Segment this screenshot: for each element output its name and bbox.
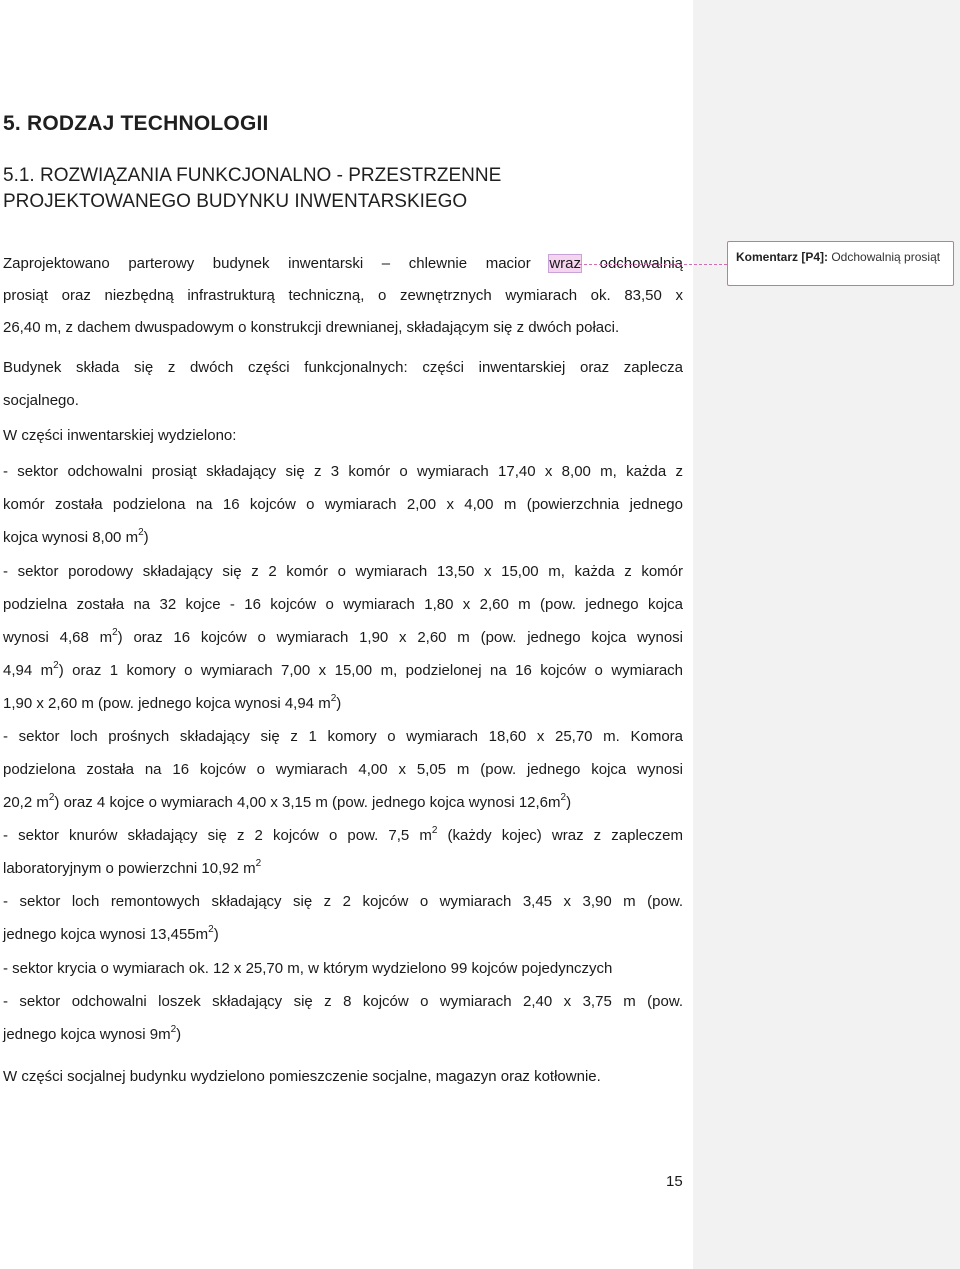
comments-margin xyxy=(693,0,960,1269)
page-number: 15 xyxy=(666,1173,683,1190)
paragraph-line: Budynek składa się z dwóch części funkcjonalnych: części inwentarskiej oraz zaplecza xyxy=(3,359,683,376)
list-item xyxy=(3,926,683,943)
text-run: jednego kojca wynosi 13,455m xyxy=(3,926,209,943)
paragraph-description xyxy=(3,248,683,344)
superscript: 2 xyxy=(48,792,55,803)
subsection-heading-line2: PROJEKTOWANEGO BUDYNKU INWENTARSKIEGO xyxy=(3,191,468,212)
text-run: jednego kojca wynosi 9m xyxy=(3,1026,171,1043)
text-run: ) xyxy=(213,926,219,943)
comment-label: Komentarz [P4]: xyxy=(736,250,829,264)
list-item xyxy=(3,662,683,679)
commented-text[interactable]: wraz xyxy=(549,255,581,272)
superscript: 2 xyxy=(112,627,118,638)
list-item: komór została podzielona na 16 kojców o wymiarach 2,00 x 4,00 m (powierzchnia jednego xyxy=(3,496,683,513)
paragraph-structure xyxy=(3,351,683,417)
superscript: 2 xyxy=(560,792,567,803)
superscript: 2 xyxy=(53,660,59,671)
list-item xyxy=(3,860,683,877)
text-run: 1,90 x 2,60 m (pow. jednego kojca wynosi 4,94 m xyxy=(3,695,331,712)
superscript: 2 xyxy=(255,858,262,869)
section-heading: 5. RODZAJ TECHNOLOGII xyxy=(3,112,269,135)
text-run: - sektor knurów składający się z 2 kojców o pow. 7,5 m xyxy=(3,827,432,844)
list-item xyxy=(3,629,683,646)
text-run: ) xyxy=(176,1026,182,1043)
text-run: ) xyxy=(566,794,572,811)
comment-balloon[interactable] xyxy=(727,241,954,286)
comment-text: Odchowalnią prosiąt xyxy=(828,250,941,264)
text-run: ) oraz 16 kojców o wymiarach 1,90 x 2,60 m (pow. jednego kojca wynosi xyxy=(117,629,684,646)
text-run: ) xyxy=(336,695,342,712)
text-run: 4,94 m xyxy=(3,662,54,679)
list-item xyxy=(3,1026,683,1043)
list-item: - sektor odchowalni prosiąt składający się z 3 komór o wymiarach 17,40 x 8,00 m, każda z xyxy=(3,463,683,480)
list-item: - sektor odchowalni loszek składający się z 8 kojców o wymiarach 2,40 x 3,75 m (pow. xyxy=(3,993,683,1010)
list-item: podzielna została na 32 kojce - 16 kojców o wymiarach 1,80 x 2,60 m (pow. jednego kojca xyxy=(3,596,683,613)
text-run: ) oraz 4 kojce o wymiarach 4,00 x 3,15 m (pow. jednego kojca wynosi 12,6m xyxy=(54,794,561,811)
text-run: ) xyxy=(143,529,149,546)
subsection-heading xyxy=(3,163,501,215)
list-item: - sektor porodowy składający się z 2 komór o wymiarach 13,50 x 15,00 m, każda z komór xyxy=(3,563,683,580)
text-run: Zaprojektowano parterowy budynek inwentarski – chlewnie macior xyxy=(3,255,550,272)
superscript: 2 xyxy=(208,924,214,935)
text-run: odchowalnią xyxy=(581,255,684,272)
text-run: wynosi 4,68 m xyxy=(3,629,113,646)
superscript: 2 xyxy=(138,527,144,538)
closing-paragraph: W części socjalnej budynku wydzielono pomieszczenie socjalne, magazyn oraz kotłownie. xyxy=(3,1068,601,1085)
comment-connector xyxy=(579,264,727,266)
list-item xyxy=(3,794,683,811)
list-intro: W części inwentarskiej wydzielono: xyxy=(3,427,237,444)
subsection-heading-line1: 5.1. ROZWIĄZANIA FUNKCJONALNO - PRZESTRZENNE xyxy=(3,165,502,186)
superscript: 2 xyxy=(170,1024,177,1035)
paragraph-line: 26,40 m, z dachem dwuspadowym o konstrukcji drewnianej, składającym się z dwóch połaci. xyxy=(3,319,620,336)
text-run: (każdy kojec) wraz z zapleczem xyxy=(437,827,683,844)
superscript: 2 xyxy=(330,693,337,704)
text-run: ) oraz 1 komory o wymiarach 7,00 x 15,00 m, podzielonej na 16 kojców o wymiarach xyxy=(58,662,684,679)
text-run: 20,2 m xyxy=(3,794,49,811)
text-run: laboratoryjnym o powierzchni 10,92 m xyxy=(3,860,256,877)
list-item: - sektor krycia o wymiarach ok. 12 x 25,70 m, w którym wydzielono 99 kojców pojedynczych xyxy=(3,960,613,977)
list-item xyxy=(3,529,683,546)
list-item: - sektor loch remontowych składający się z 2 kojców o wymiarach 3,45 x 3,90 m (pow. xyxy=(3,893,683,910)
list-item xyxy=(3,695,683,712)
list-item xyxy=(3,827,683,844)
text-run: kojca wynosi 8,00 m xyxy=(3,529,139,546)
list-item: - sektor loch prośnych składający się z 1 komory o wymiarach 18,60 x 25,70 m. Komora xyxy=(3,728,683,745)
paragraph-line: prosiąt oraz niezbędną infrastrukturą techniczną, o zewnętrznych wymiarach ok. 83,50 x xyxy=(3,287,683,304)
superscript: 2 xyxy=(431,825,438,836)
list-item: podzielona została na 16 kojców o wymiarach 4,00 x 5,05 m (pow. jednego kojca wynosi xyxy=(3,761,683,778)
paragraph-line: socjalnego. xyxy=(3,392,79,409)
